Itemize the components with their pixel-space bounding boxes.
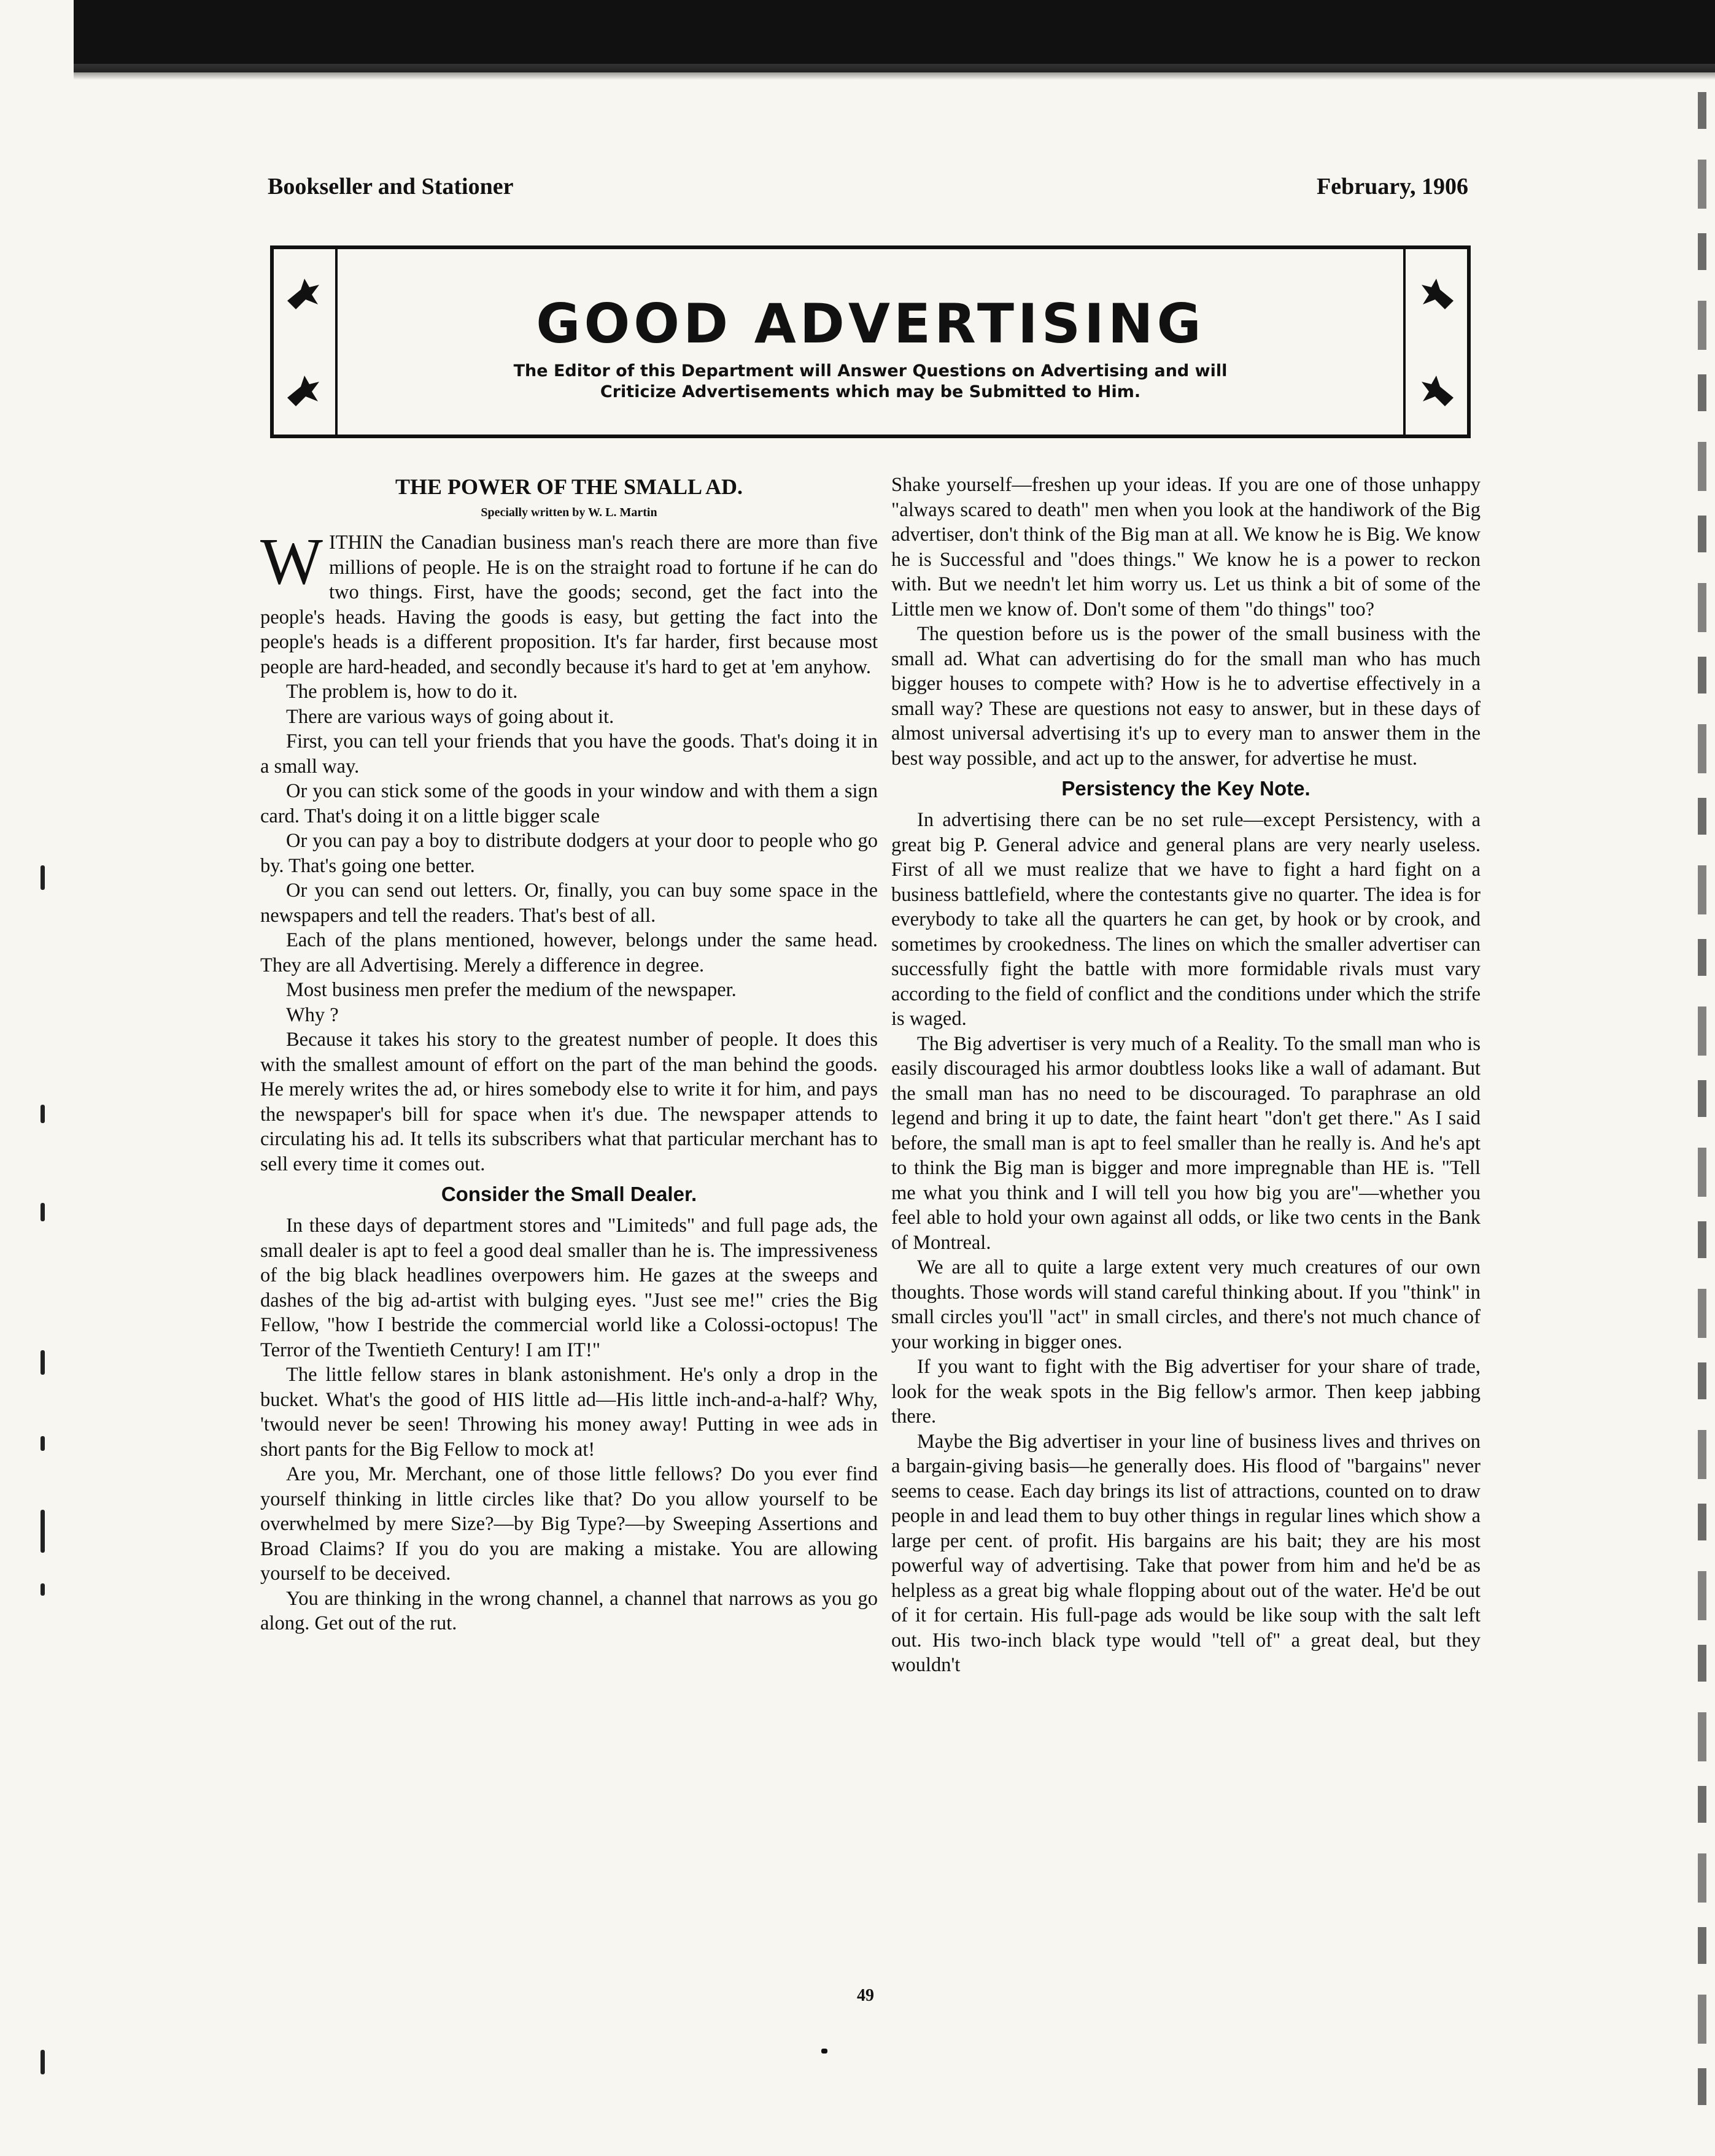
article-paragraph: Or you can send out letters. Or, finally, you can buy some space in the newspapers and tell the readers. That's best of all. <box>260 879 878 927</box>
article-column-right <box>891 473 1481 1678</box>
article-paragraph: Or you can pay a boy to distribute dodgers at your door to people who go by. That's going one better. <box>260 830 878 877</box>
publication-name: Bookseller and Stationer <box>268 174 514 199</box>
article-paragraph: First, you can tell your friends that you have the goods. That's doing it in a small way. <box>260 730 878 778</box>
article-paragraph: The Big advertiser is very much of a Reality. To the small man who is easily discouraged his armor doubtless looks like a wall of adamant. But the small man has no need to be discouraged. To paraphrase an old legend and bring it up to date, the faint heart "don't get there." As I said before, the small man is apt to feel smaller than he really is. And he's apt to think the Big man is bigger and more impregnable than HE is. "Tell me what you think and I will tell you how big you are"—whether you feel able to hold your own against all odds, or like two cents in the Bank of Montreal. <box>891 1032 1481 1254</box>
article-byline: Specially written by W. L. Martin <box>481 506 657 519</box>
issue-date: February, 1906 <box>1317 174 1468 199</box>
article-paragraph: In these days of department stores and "Limiteds" and full page ads, the small dealer is apt to feel a good deal smaller than he is. The impressiveness of the big black headlines overpowers him. He gazes at the sweeps and dashes of the big ad-artist with bulging eyes. "Just see me!" cries the Big Fellow, "how I bestride the commercial world like a Colossi-octopus! The Terror of the Twentieth Century! I am IT!" <box>260 1215 878 1361</box>
department-title: GOOD ADVERTISING <box>536 292 1205 355</box>
article-column-left <box>260 473 878 1636</box>
article-paragraph: The question before us is the power of the small business with the small ad. What can advertising do for the small man who has much bigger houses to compete with? How is he to advertise effectively in a small way? These are questions not easy to answer, but in these days of almost universal advertising it's up to every man to answer them in the best way possible, and act up to the answer, for advertise he must. <box>891 623 1481 770</box>
paragraph-text: ITHIN the Canadian business man's reach there are more than five millions of people. He is on the straight road to fortune if he can do two things. First, have the goods; second, get the fact into the people's heads. Having the goods is easy, but getting the fact into the people's heads is a different proposition. It's far harder, first because most people are hard-headed, and secondly because it's hard to get at 'em anyhow. <box>260 531 878 678</box>
article-paragraph: Maybe the Big advertiser in your line of business lives and thrives on a bargain-giving basis—he generally does. His flood of "bargains" never seems to cease. Each day brings its list of attractions, counted on to draw people in and lead them to buy other things in regular lines which show a large per cent. of profit. His bargains are his bait; they are his most powerful way of advertising. Take that power from him and he'd be as helpless as a great big whale flopping about out of the water. He'd be out of it for certain. His full-page ads would be like soup with the salt left out. His two-inch black type would "tell of" a great deal, but they wouldn't <box>891 1430 1481 1676</box>
article-paragraph: The problem is, how to do it. <box>286 681 518 703</box>
scan-left-margin-marks <box>32 98 56 2123</box>
scan-top-shadow-edge <box>74 64 1715 80</box>
article-paragraph: The little fellow stares in blank astonishment. He's only a drop in the bucket. What's the good of HIS little ad—His little inch-and-a-half? Why, 'twould never be seen! Throwing his money away! Putting in wee ads in short pants for the Big Fellow to mock at! <box>260 1364 878 1461</box>
running-head <box>268 173 1468 210</box>
article-paragraph <box>260 525 878 679</box>
page-number: 49 <box>857 1986 874 2005</box>
article-title: THE POWER OF THE SMALL AD. <box>395 474 743 499</box>
drop-cap: W <box>260 525 323 598</box>
article-paragraph: There are various ways of going about it. <box>286 705 614 728</box>
article-paragraph: Each of the plans mentioned, however, belongs under the same head. They are all Advertising. Merely a difference in degree. <box>260 929 878 976</box>
article-paragraph: Or you can stick some of the goods in your window and with them a sign card. That's doing it on a little bigger scale <box>260 780 878 827</box>
article-paragraph: In advertising there can be no set rule—except Persistency, with a great big P. General advice and general plans are very nearly useless. First of all we must realize that we have to fight a hard fight on a business battlefield, where the contestants give no quarter. The idea is for everybody to take all the quarters he can get, by hook or by crook, and sometimes by crookedness. The lines on which the smaller advertiser can successfully fight the battle with more formidable rivals must vary according to the field of conflict and the conditions under which the strife is waged. <box>891 809 1481 1030</box>
hand-ornament-icon <box>282 272 325 315</box>
article-paragraph: If you want to fight with the Big advertiser for your share of trade, look for the weak spots in the Big fellow's armor. Then keep jabbing there. <box>891 1356 1481 1428</box>
article-paragraph: Shake yourself—freshen up your ideas. If you are one of those unhappy "always scared to death" men when you look at the handiwork of the Big advertiser, don't think of the Big man at all. We know he is Big. We know he is Successful and "does things." We know he is a power to reckon with. But we needn't let him worry us. Let us think a bit of some of the Little men we know of. Don't some of them "do things" too? <box>891 474 1481 620</box>
scan-speck <box>821 2049 827 2054</box>
department-subtitle-line: Criticize Advertisements which may be Submitted to Him. <box>600 382 1141 401</box>
scan-top-shadow <box>74 0 1715 72</box>
hand-ornament-icon <box>1415 272 1458 315</box>
article-paragraph: We are all to quite a large extent very much creatures of our own thoughts. Those words will stand careful thinking about. If you "think" in small circles you'll "act" in small circles, and there's not much chance of your working in bigger ones. <box>891 1256 1481 1353</box>
article-paragraph: Most business men prefer the medium of the newspaper. <box>286 979 737 1001</box>
scan-right-edge <box>1698 92 1706 2117</box>
hand-ornament-icon <box>282 369 325 412</box>
section-heading: Consider the Small Dealer. <box>441 1183 697 1205</box>
section-heading: Persistency the Key Note. <box>1061 777 1310 800</box>
hand-ornament-icon <box>1415 369 1458 412</box>
article-paragraph: Why ? <box>286 1003 339 1026</box>
department-banner <box>270 245 1471 438</box>
department-subtitle <box>374 361 1366 403</box>
banner-text-panel <box>335 249 1406 435</box>
article-paragraph: Are you, Mr. Merchant, one of those little fellows? Do you ever find yourself thinking in little circles like that? Do you allow yourself to be overwhelmed by mere Size?—by Big Type?—by Sweeping Assertions and Broad Claims? If you do you are making a mistake. You are allowing yourself to be deceived. <box>260 1463 878 1585</box>
article-paragraph: Because it takes his story to the greatest number of people. It does this with the smallest amount of effort on the part of the man behind the goods. He merely writes the ad, or hires somebody else to write it for him, and pays the newspaper's bill for space when it's due. The newspaper attends to circulating his ad. It tells its subscribers what that particular merchant has to sell every time it comes out. <box>260 1029 878 1175</box>
article-paragraph: You are thinking in the wrong channel, a channel that narrows as you go along. Get out of the rut. <box>260 1587 878 1634</box>
department-subtitle-line: The Editor of this Department will Answer Questions on Advertising and will <box>513 361 1228 381</box>
